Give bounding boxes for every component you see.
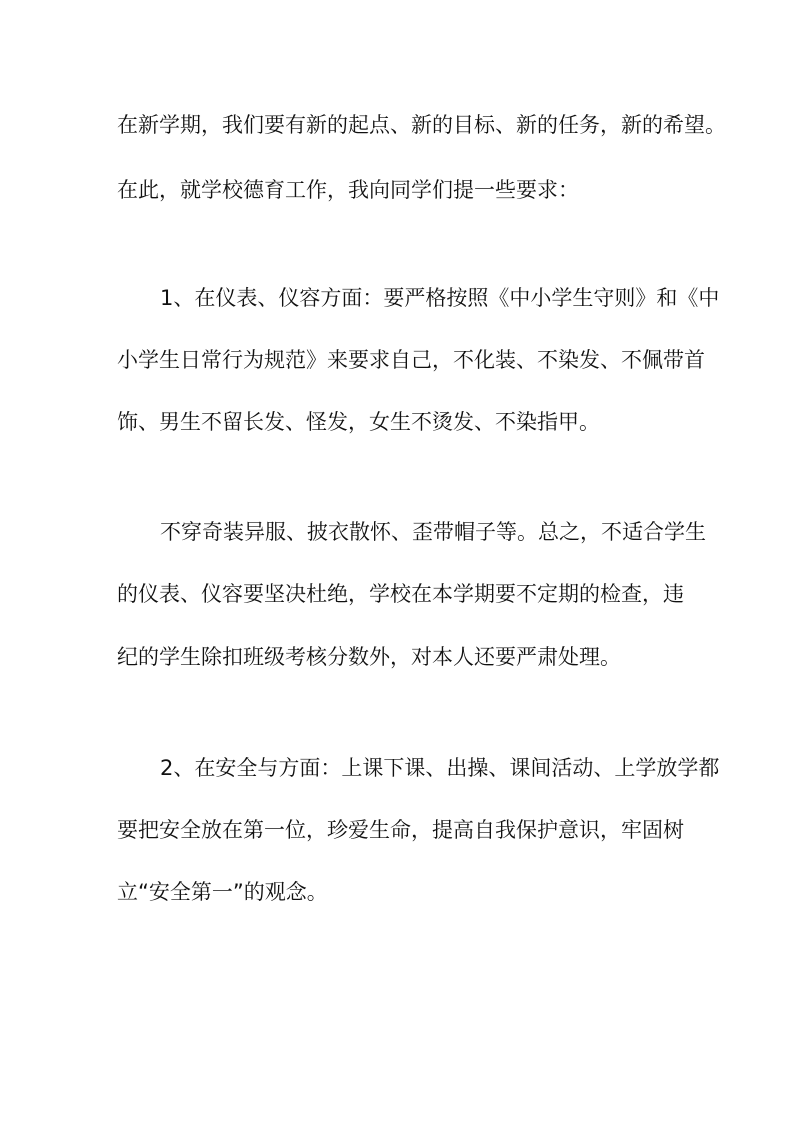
paragraph-line-6: 不穿奇装异服、披衣散怀、歪带帽子等。总之，不适合学生: [160, 520, 706, 544]
paragraph-line-7: 的仪表、仪容要坚决杜绝，学校在本学期要不定期的检查，违: [117, 582, 684, 606]
paragraph-line-4: 小学生日常行为规范》来要求自己，不化装、不染发、不佩带首: [117, 348, 705, 372]
paragraph-line-3: 1、在仪表、仪容方面：要严格按照《中小学生守则》和《中: [160, 286, 720, 310]
paragraph-line-11: 立“安全第一”的观念。: [117, 880, 328, 904]
paragraph-line-5: 饰、男生不留长发、怪发，女生不烫发、不染指甲。: [117, 410, 600, 434]
paragraph-line-2: 在此，就学校德育工作，我向同学们提一些要求：: [117, 178, 579, 202]
paragraph-line-9: 2、在安全与方面：上课下课、出操、课间活动、上学放学都: [160, 756, 720, 780]
paragraph-line-8: 纪的学生除扣班级考核分数外，对本人还要严肃处理。: [117, 645, 621, 669]
paragraph-line-1: 在新学期，我们要有新的起点、新的目标、新的任务，新的希望。: [117, 113, 726, 137]
paragraph-line-10: 要把安全放在第一位，珍爱生命，提高自我保护意识，牢固树: [117, 818, 684, 842]
